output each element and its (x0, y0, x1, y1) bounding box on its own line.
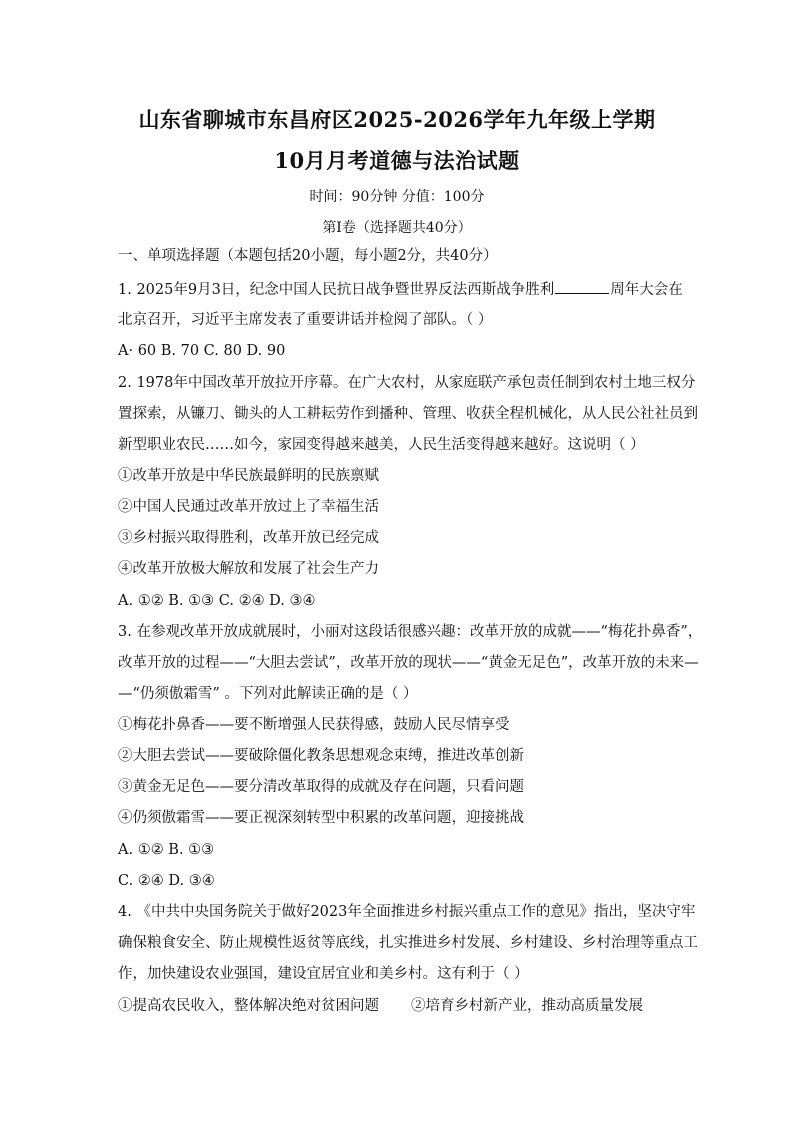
section-heading: 第Ⅰ卷（选择题共40分） (322, 220, 472, 236)
q2-stem-line1: 2. 1978年中国改革开放拉开序幕。在广大农村，从家庭联产承包责任制到农村土地三权分 (118, 375, 696, 391)
q3-item-2: ②大胆去尝试——要破除僵化教条思想观念束缚，推进改革创新 (118, 748, 524, 764)
q2-item-1: ①改革开放是中华民族最鲜明的民族禀赋 (118, 468, 379, 484)
exam-info: 时间：90分钟 分值：100分 (309, 189, 485, 205)
q3-options-1: A. ①② B. ①③ (118, 842, 215, 858)
q4-item-1: ①提高农民收入，整体解决绝对贫困问题 (118, 998, 379, 1014)
q2-item-2: ②中国人民通过改革开放过上了幸福生活 (118, 499, 379, 515)
q1-stem-line2: 北京召开，习近平主席发表了重要讲话并检阅了部队。（ ） (118, 312, 493, 328)
q1-blank (555, 279, 609, 294)
q1-stem-line1 (118, 279, 688, 300)
q2-options: A. ①② B. ①③ C. ②④ D. ③④ (118, 593, 316, 609)
q4-items-row (118, 996, 688, 1016)
exam-title-line1: 山东省聊城市东昌府区2025-2026学年九年级上学期 (138, 107, 656, 132)
exam-title-line2: 10月月考道德与法治试题 (274, 148, 520, 173)
q4-item-2: ②培育乡村新产业，推动高质量发展 (411, 998, 643, 1014)
q2-item-4: ④改革开放极大解放和发展了社会生产力 (118, 561, 379, 577)
q3-options-2: C. ②④ D. ③④ (118, 873, 215, 889)
q3-item-4: ④仍须傲霜雪——要正视深刻转型中积累的改革问题，迎接挑战 (118, 810, 524, 826)
q3-stem-line1: 3. 在参观改革开放成就展时，小丽对这段话很感兴趣：改革开放的成就——“梅花扑鼻香”， (118, 624, 703, 640)
q1-stem-a: 1. 2025年9月3日，纪念中国人民抗日战争暨世界反法西斯战争胜利 (118, 282, 555, 298)
q1-stem-b: 周年大会在 (610, 282, 683, 298)
q4-stem-line3: 作，加快建设农业强国，建设宜居宜业和美乡村。这有利于（ ） (118, 966, 529, 982)
q2-stem-line2: 置探索，从镰刀、锄头的人工耕耘劳作到播种、管理、收获全程机械化，从人民公社社员到 (118, 406, 698, 422)
q1-options: A· 60 B. 70 C. 80 D. 90 (118, 343, 286, 359)
q2-item-3: ③乡村振兴取得胜利，改革开放已经完成 (118, 530, 379, 546)
q3-stem-line2: 改革开放的过程——“大胆去尝试”，改革开放的现状——“黄金无足色”，改革开放的未来— (118, 655, 699, 671)
q3-item-1: ①梅花扑鼻香——要不断增强人民获得感，鼓励人民尽情享受 (118, 717, 510, 733)
part-heading: 一、单项选择题（本题包括20小题，每小题2分，共40分） (118, 248, 498, 264)
q2-stem-line3: 新型职业农民……如今，家园变得越来越美，人民生活变得越来越好。这说明（ ） (118, 437, 645, 453)
q3-item-3: ③黄金无足色——要分清改革取得的成就及存在问题，只看问题 (118, 779, 524, 795)
q4-stem-line1: 4. 《中共中央国务院关于做好2023年全面推进乡村振兴重点工作的意见》指出，坚决守牢 (118, 904, 696, 920)
q3-stem-line3: —“仍须傲霜雪” 。下列对此解读正确的是（ ） (118, 686, 418, 702)
q4-stem-line2: 确保粮食安全、防止规模性返贫等底线，扎实推进乡村发展、乡村建设、乡村治理等重点工 (118, 935, 698, 951)
